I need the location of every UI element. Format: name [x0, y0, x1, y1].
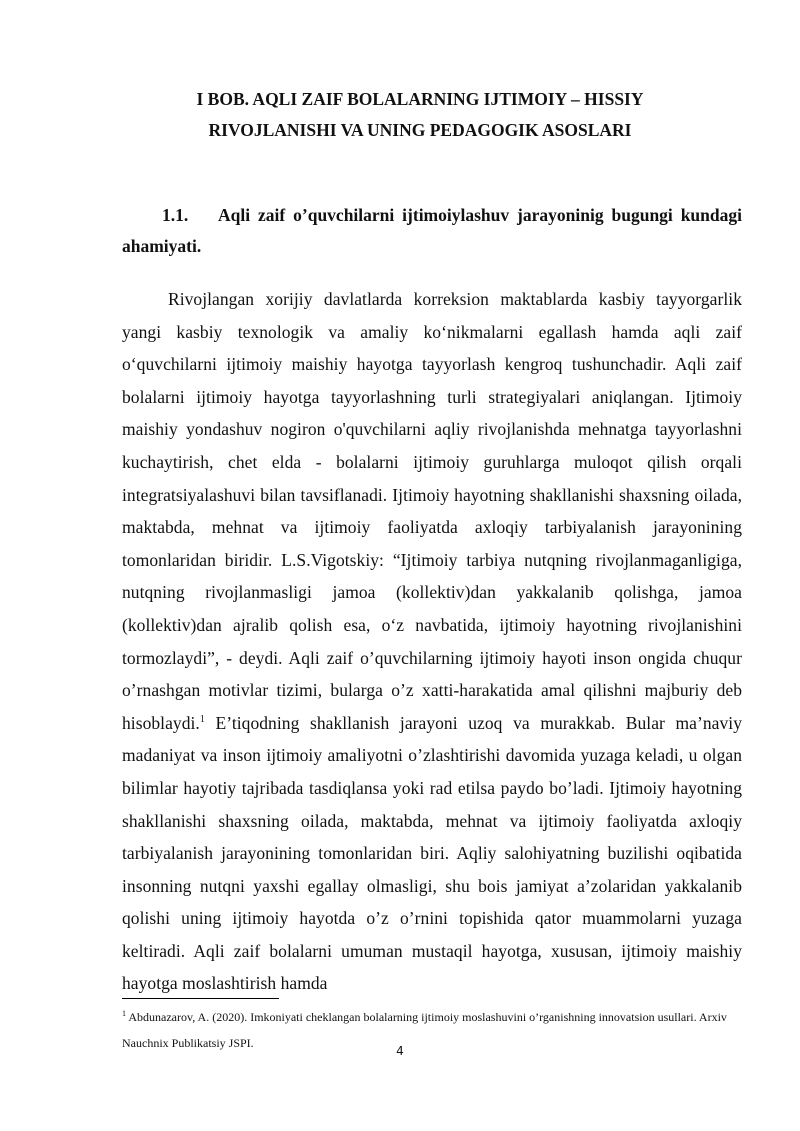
body-text-part-1: Rivojlangan xorijiy davlatlarda korreksion maktablarda kasbiy tayyorgarlik yangi kasbiy texnologik va amaliy ko‘nikmalarni egallash hamda aqli zaif o‘quvchilarni ijtimoiy maishiy hayotga tayyorlash kengroq tushunchadir. Aqli zaif bolalarni ijtimoiy hayotga tayyorlashning turli strategiyalari aniqlangan. Ijtimoiy maishiy yondashuv nogiron o'quvchilarni aqliy rivojlanishda mehnatga tayyorlashni kuchaytirish, chet elda - bolalarni ijtimoiy guruhlarga muloqot qilish orqali integratsiyalashuvi bilan tavsiflanadi. Ijtimoiy hayotning shakllanishi shaxsning oilada, maktabda, mehnat va ijtimoiy faoliyatda axloqiy tarbiyalanish jarayonining tomonlaridan biridir. L.S.Vigotskiy: “Ijtimoiy tarbiya nutqning rivojlanmaganligiga, nutqning rivojlanmasligi jamoa (kollektiv)dan yakkalanib qolishga, jamoa (kollektiv)dan ajralib qolish esa, o‘z navbatida, ijtimoiy hayotning rivojlanishini tormozlaydi”, - deydi. Aqli zaif o’quvchilarning ijtimoiy hayoti inson ongida chuqur o’rnashgan motivlar tizimi, bularga o’z xatti-harakatida amal qilishni majburiy deb hisoblaydi. — [122, 289, 742, 733]
chapter-title-line-2: RIVOJLANISHI VA UNING PEDAGOGIK ASOSLARI — [208, 120, 632, 140]
section-heading — [122, 200, 742, 262]
chapter-title — [140, 84, 700, 146]
section-title: Aqli zaif o’quvchilarni ijtimoiylashuv jarayoninig bugungi kundagi ahamiyati. — [122, 205, 742, 256]
page-number: 4 — [396, 1044, 404, 1058]
chapter-title-line-1: I BOB. AQLI ZAIF BOLALARNING IJTIMOIY – HISSIY — [196, 89, 644, 109]
footnote-marker: 1 — [122, 1009, 126, 1018]
section-number: 1.1. — [162, 205, 189, 225]
footnote-reference[interactable]: 1 — [199, 713, 205, 725]
body-paragraph — [122, 283, 742, 1000]
body-text-part-2: E’tiqodning shakllanish jarayoni uzoq va murakkab. Bular ma’naviy madaniyat va inson ijtimoiy amaliyotni o’zlashtirishi davomida yuzaga keladi, u olgan bilimlar hayotiy tajribada tasdiqlansa yoki rad etilsa paydo bo’ladi. Ijtimoiy hayotning shakllanishi shaxsning oilada, maktabda, mehnat va ijtimoiy faoliyatda axloqiy tarbiyalanish jarayonining tomonlaridan biri. Aqliy salohiyatning buzilishi oqibatida insonning nutqni yaxshi egallay olmasligi, shu bois jamiyat a’zolaridan yakkalanib qolishi uning ijtimoiy hayotda o’z o’rnini topishida qator muammolarni yuzaga keltiradi. Aqli zaif bolalarni umuman mustaqil hayotga, xususan, ijtimoiy maishiy hayotga moslashtirish hamda — [122, 712, 742, 994]
footnote-text: Abdunazarov, A. (2020). Imkoniyati cheklangan bolalarning ijtimoiy moslashuvini o’rganishning innovatsion usullari. Arxiv Nauchnix Publikatsiy JSPI. — [122, 1010, 727, 1050]
footnote-separator — [122, 998, 279, 999]
